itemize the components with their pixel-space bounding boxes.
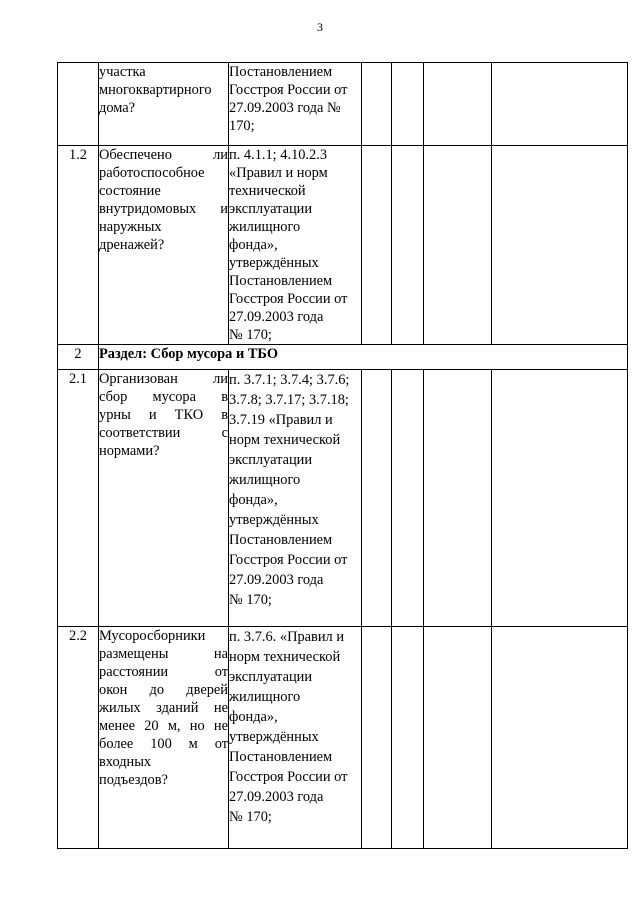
reference-line: п. 3.7.1; 3.7.4; 3.7.6; [229,372,350,388]
reference-line: утверждённых [229,255,319,271]
answer-cell-na[interactable] [424,146,492,345]
reference-line: 3.7.19 «Правил и [229,412,333,428]
item-number: 2.1 [58,370,99,627]
reference-line: эксплуатации [229,669,313,685]
item-number: 2.2 [58,627,99,849]
answer-cell-yes[interactable] [362,370,392,627]
question-line: Организован ли [99,371,228,387]
reference-line: Госстроя России от [229,82,348,98]
table-row [58,146,628,345]
reference-line: 170; [229,118,255,134]
reference-line: норм технической [229,432,341,448]
question-line: участка [99,64,146,80]
question-cell [99,63,229,146]
reference-line: фонда», [229,492,278,508]
question-line: наружных [99,219,162,235]
question-line: жилых зданий не [99,700,228,716]
reference-line: п. 3.7.6. «Правил и [229,629,345,645]
answer-cell-no[interactable] [392,627,424,849]
question-line: дома? [99,100,136,116]
item-number [58,63,99,146]
table-row [58,63,628,146]
table-row [58,627,628,849]
reference-line: 27.09.2003 года [229,309,324,325]
answer-cell-na[interactable] [424,627,492,849]
reference-line: Госстроя России от [229,552,348,568]
reference-line: 27.09.2003 года [229,572,324,588]
question-line: более 100 м от [99,736,228,752]
question-line: внутридомовых и [99,201,228,217]
table-row [58,370,628,627]
question-line: Обеспечено ли [99,147,228,163]
reference-line: жилищного [229,219,301,235]
reference-line: 3.7.8; 3.7.17; 3.7.18; [229,392,349,408]
reference-cell [229,63,362,146]
reference-line: «Правил и норм [229,165,328,181]
answer-cell-no[interactable] [392,370,424,627]
section-number: 2 [58,345,99,370]
question-line: входных [99,754,152,770]
reference-line: норм технической [229,649,341,665]
reference-line: Постановлением [229,532,333,548]
item-number: 1.2 [58,146,99,345]
reference-line: № 170; [229,327,272,343]
question-line: состояние [99,183,161,199]
question-line: урны и ТКО в [99,407,228,423]
question-line: соответствии с [99,425,228,441]
question-cell [99,627,229,849]
reference-cell [229,146,362,345]
answer-cell-no[interactable] [392,63,424,146]
reference-line: фонда», [229,709,278,725]
question-line: сбор мусора в [99,389,228,405]
reference-line: п. 4.1.1; 4.10.2.3 [229,147,328,163]
reference-line: утверждённых [229,512,319,528]
reference-line: фонда», [229,237,278,253]
answer-cell-na[interactable] [424,370,492,627]
note-cell[interactable] [492,146,628,345]
note-cell[interactable] [492,627,628,849]
section-row [58,345,628,370]
reference-line: Госстроя России от [229,769,348,785]
question-cell [99,146,229,345]
answer-cell-no[interactable] [392,146,424,345]
reference-line: Постановлением [229,273,333,289]
reference-cell [229,370,362,627]
answer-cell-na[interactable] [424,63,492,146]
reference-line: Постановлением [229,64,333,80]
question-line: окон до дверей [99,682,228,698]
reference-line: Госстроя России от [229,291,348,307]
checklist-table [57,62,628,849]
question-line: размещены на [99,646,228,662]
reference-line: 27.09.2003 года № [229,100,341,116]
reference-line: № 170; [229,809,272,825]
reference-cell [229,627,362,849]
reference-line: эксплуатации [229,452,313,468]
reference-line: технической [229,183,306,199]
question-line: расстоянии от [99,664,228,680]
reference-line: Постановлением [229,749,333,765]
question-line: многоквартирного [99,82,212,98]
question-cell [99,370,229,627]
reference-line: № 170; [229,592,272,608]
answer-cell-yes[interactable] [362,627,392,849]
answer-cell-yes[interactable] [362,146,392,345]
reference-line: эксплуатации [229,201,313,217]
note-cell[interactable] [492,63,628,146]
question-line: Мусоросборники [99,628,206,644]
question-line: нормами? [99,443,160,459]
question-line: подъездов? [99,772,168,788]
note-cell[interactable] [492,370,628,627]
question-line: менее 20 м, но не [99,718,228,734]
question-line: работоспособное [99,165,205,181]
section-title: Раздел: Сбор мусора и ТБО [99,345,628,370]
reference-line: 27.09.2003 года [229,789,324,805]
reference-line: утверждённых [229,729,319,745]
question-line: дренажей? [99,237,165,253]
page-number: 3 [317,20,323,34]
reference-line: жилищного [229,472,301,488]
reference-line: жилищного [229,689,301,705]
answer-cell-yes[interactable] [362,63,392,146]
